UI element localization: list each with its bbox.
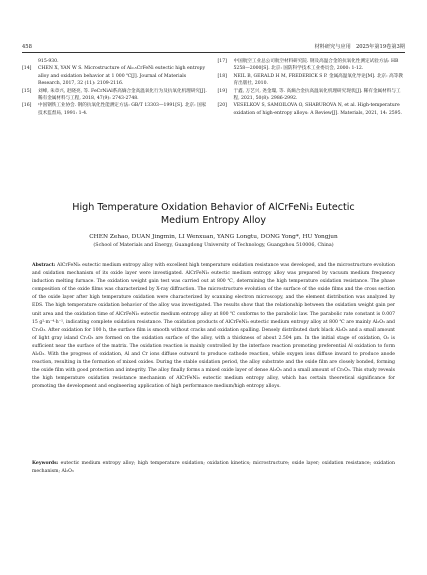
reference-number: [19] xyxy=(217,88,227,94)
author-list: CHEN Zehao, DUAN Jingmin, LI Wenxuan, YANG Longtu, DONG Yong*, HU Yongjun xyxy=(89,234,338,240)
author-affiliation: (School of Materials and Energy, Guangdong University of Technology, Guangzhou 510006, China) xyxy=(93,243,334,248)
reference-text: NEIL B, GERALD H M, FREDERICK S P. 金属高温氧化导论[M]. 北京: 高等教育出版社, 2010. xyxy=(233,73,403,87)
reference-item xyxy=(22,65,210,87)
keywords-label: Keywords: xyxy=(32,461,59,466)
reference-number: [20] xyxy=(217,103,227,109)
reference-text: 中国航空工业总公司航空材料研究院. 钢及高温合金的抗氧化性测定试验方法: HB 5258—2000[S]. 北京: 国防科学技术工业委员会, 2000: 1-12. xyxy=(233,59,399,72)
reference-item xyxy=(22,88,210,103)
reference-item xyxy=(218,102,406,117)
reference-number: [16] xyxy=(22,103,32,109)
reference-text: CHEN X, YAN W S. Microstructure of Al₀.₅CrFeNi eutectic high entropy alloy and oxidation behavior at 1 000 ℃[J]. Journal of Materials Research, 2017, 32 (11): 2109-2116. xyxy=(38,66,206,87)
journal-title: 材料研究与应用 2025年第19卷第3期 xyxy=(314,44,405,50)
reference-number: [14] xyxy=(22,66,32,72)
reference-number: [18] xyxy=(217,73,227,79)
header-rule xyxy=(22,52,405,53)
reference-number: [15] xyxy=(22,88,32,94)
reference-text: VESELKOV S, SAMOILOVA O, SHABUROVA N, et al. High-temperature oxidation of high-entropy alloys: A Review[J]. Materials, 2021, 14: 2595. xyxy=(233,103,402,116)
abstract-label: Abstract: xyxy=(32,263,56,268)
abstract-text: AlCrFeNi₃ eutectic medium entropy alloy with excellent high temperature oxidation resistance was developed, and the microstructure evolution and oxidation mechanism of its oxide layer were investigated. AlCrFeNi₃ eutectic medium entropy alloy was prepared by vacuum medium frequency induction melting furnace. The oxidation weight gain test was carried out at 800 ℃, determining the high temperature oxidation resistance. The phase composition of the oxide films was characterized by X-ray diffraction. The microstructure evolution of the surface of the oxide films and the cross section of the oxide layer after high temperature oxidation were characterized by scanning electron microscopy, and the element distribution was analyzed by EDS. The high temperature oxidation behavior of the alloy was investigated. The results show that the relationship between the oxidation weight gain per unit area and the oxidation time of AlCrFeNi₃ eutectic medium entropy alloy at 800 ℃ conforms to the parabolic law. The parabolic rate constant is 0.007 15 g²·m⁻⁴·h⁻¹, indicating complete oxidation resistance. The oxidation products of AlCrFeNi₃ eutectic medium entropy alloy at 800 ℃ are mainly Al₂O₃ and Cr₂O₃. After oxidation for 100 h, the surface film is smooth without cracks and oxidation spalling. Densely distributed dark black Al₂O₃ and a small amount of light gray island Cr₂O₃ are formed on the oxidation surface of the alloy, with a thickness of about 2.504 μm. In the initial stage of oxidation, O₂ is sufficient near the surface of the matrix. The oxidation reaction is mainly controlled by the interface reaction promoting preferential Al oxidation to form Al₂O₃. With the progress of oxidation, Al and Cr ions diffuse outward to produce cathode reaction, while oxygen ions diffuse inward to produce anode reaction, resulting in the formation of mixed oxides. During the stable oxidation period, the alloy substrate and the oxide film are closely bonded, forming the oxide film with good protection and integrity. The alloy finally forms a mixed oxide layer of dense Al₂O₃ and a small amount of Cr₂O₃. This study reveals the high temperature oxidation resistance mechanism of AlCrFeNi₃ eutectic medium entropy alloy, which has certain theoretical significance for promoting the development and engineering application of high performance medium/high entropy alloys. xyxy=(32,263,395,390)
keywords xyxy=(32,460,395,476)
reference-number: [17] xyxy=(217,59,227,64)
reference-item xyxy=(218,73,406,88)
reference-item xyxy=(218,88,406,103)
page-number: 458 xyxy=(22,44,32,50)
reference-text: 915-930. xyxy=(38,59,59,64)
reference-number xyxy=(22,58,38,65)
reference-item xyxy=(22,102,210,117)
reference-text: 中国钢铁工业协会. 钢的抗氧化性能测定方法: GB/T 13303—1991[S]. 北京: 国家技术监督局, 1991: 1-4. xyxy=(38,103,207,116)
paper-title: High Temperature Oxidation Behavior of AlCrFeNi₃ Eutectic Medium Entropy Alloy xyxy=(72,202,355,226)
reference-item xyxy=(22,58,210,65)
reference-text: 刘峰, 朱章兴, 赵晓亮, 等. FeCrNiAl系高熵合金高温氧化行为及抗氧化机理研究[J]. 稀有金属材料与工程, 2018, 47(9): 2743-2748. xyxy=(38,88,207,102)
reference-column-right xyxy=(218,58,406,190)
running-header xyxy=(22,40,405,50)
abstract xyxy=(32,262,395,392)
reference-list xyxy=(22,58,405,190)
reference-column-left xyxy=(22,58,210,190)
keywords-text: eutectic medium entropy alloy; high temperature oxidation; oxidation kinetics; microstructure; oxide layer; oxidation resistance; oxidation mechanism; Al₂O₃ xyxy=(32,461,395,475)
reference-text: 于鑫, 万艺兴, 尧金璨, 等. 高熵合金抗高温氧化机理研究现状[J]. 稀有金属材料与工程, 2021, 50(8): 2986-2992. xyxy=(233,88,401,102)
reference-item xyxy=(218,58,406,73)
